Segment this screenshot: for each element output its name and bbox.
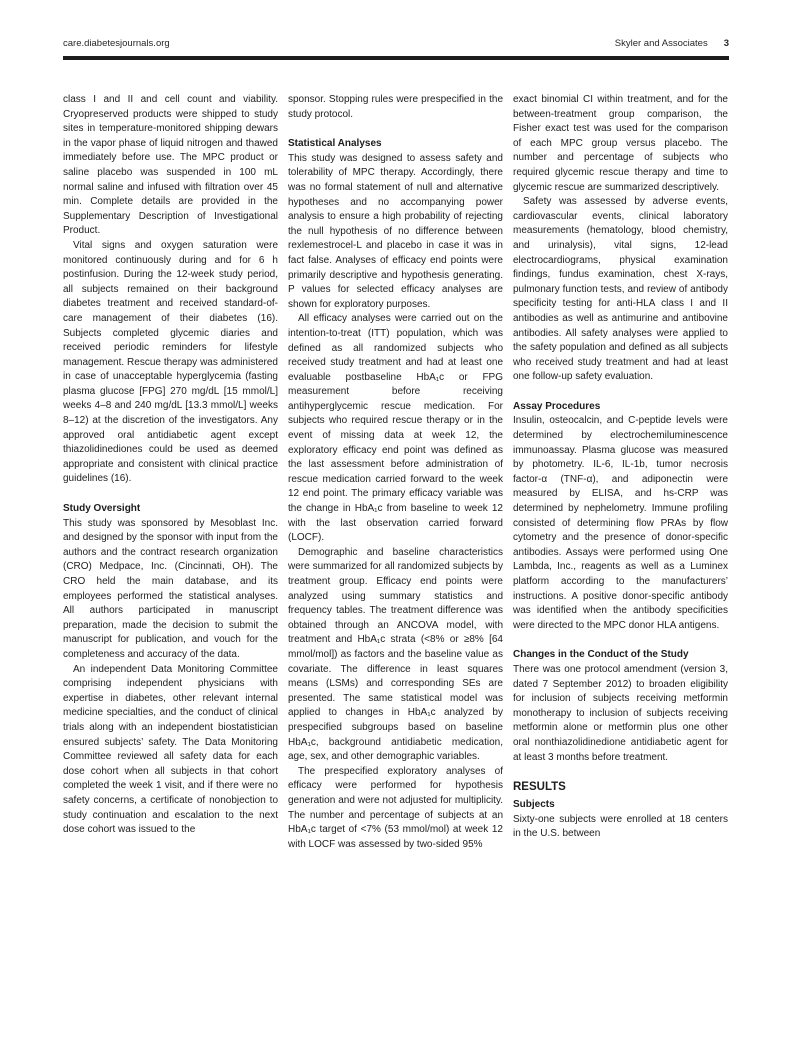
section-heading: Study Oversight [63,503,141,515]
paragraph: There was one protocol amendment (version 3, dated 7 September 2012) to broaden eligibility for inclusion of subjects receiving metformin monotherapy to inclusion of subjects receiving metformin alone or metformin plus one other oral nonthiazolidinedione antidiabetic agent for at least 3 months before treatment. [513,663,728,763]
paragraph: This study was designed to assess safety and tolerability of MPC therapy. Accordingly, there was no formal statement of null and alternative hypotheses and no accompanying power analysis to ensure a high probability of rejecting the null hypothesis of no difference between rexlemestrocel-L and placebo in case it was in fact false. Analyses of efficacy end points were primarily descriptive and hypothesis generating. P values for selected efficacy analyses are shown for exploratory purposes. [288,152,503,310]
paragraph: sponsor. Stopping rules were prespecified in the study protocol. [288,94,503,120]
section-heading: Statistical Analyses [288,138,382,150]
paragraph: This study was sponsored by Mesoblast Inc. and designed by the sponsor with input from the authors and the contract research organization (CRO) Medpace, Inc. (Cincinnati, OH). The CRO held the main database, and its employees performed the statistical analyses. All authors participated in manuscript preparation, made the decision to submit the manuscript for publication, and vouch for the completeness and accuracy of the data. [63,517,278,660]
header-rule [63,56,729,60]
section-heading: Changes in the Conduct of the Study [513,649,689,661]
paragraph: exact binomial CI within treatment, and for the between-treatment group comparison, the Fisher exact test was used for the comparison of each MPC group versus placebo. The number and percentage of subjects who required glycemic rescue therapy and time to glycemic rescue are summarized descriptively. [513,94,728,193]
running-head-group [615,38,729,49]
journal-url: care.diabetesjournals.org [63,38,170,49]
paragraph: Sixty-one subjects were enrolled at 18 centers in the U.S. between [513,813,728,840]
paragraph: All efficacy analyses were carried out on the intention-to-treat (ITT) population, which was defined as all randomized subjects who received study treatment and had at least one evaluable postbaseline HbA₁c or FPG measurement before receiving antihyperglycemic rescue medication. For subjects who required rescue therapy or in the event of missing data at week 12, the exploratory efficacy end point was defined as the last assessment before administration of rescue medication carried forward to the week 12 end point. The primary efficacy variable was the change in HbA₁c from baseline to week 12 with the last observation carried forward (LOCF). [288,313,503,544]
paragraph: Insulin, osteocalcin, and C-peptide levels were determined by electrochemiluminescence immunoassay. Plasma glucose was measured by photometry. IL-6, IL-1b, tumor necrosis factor-α (TNF-α), and adiponectin were measured by ELISA, and hs-CRP was determined by nephelometry. Immune profiling consisted of determining flow PRAs by flow cytometry and the presence of donor-specific antibodies. Assays were performed using One Lambda, Inc., reagents as well as a Luminex platform according to the manufacturers’ instructions. A positive donor-specific antibody was identified when the antibody specificities were directed to the MPC donor HLA antigens. [513,415,728,631]
paragraph: Vital signs and oxygen saturation were monitored continuously during and for 6 h postinfusion. During the 12-week study period, all subjects remained on their background diabetes treatment and received standard-of-care management of their diabetes (16). Subjects completed glycemic diaries and received periodic reminders for lifestyle management. Rescue therapy was administered in case of unacceptable hyperglycemia (fasting plasma glucose [FPG] 270 mg/dL [15 mmol/L] weeks 4–8 and 240 mg/dL [13.3 mmol/L] weeks 8–12) at the discretion of the investigators. Any approved oral antidiabetic agent except thiazolidinediones could be used as deemed appropriate and consistent with clinical practice guidelines (16). [63,239,278,485]
paragraph: An independent Data Monitoring Committee comprising independent physicians with expertise in diabetes, other relevant internal medicine specialties, and the conduct of clinical trials along with an independent biostatistician ensured subjects’ safety. The Data Monitoring Committee reviewed all safety data for each dose cohort when all subjects in that cohort completed the week 1 visit, and if there were no safety concerns, a certificate of nonobjection to study continuation and escalation to the next dose cohort was issued to the [63,663,278,836]
column-1 [63,93,278,1009]
paragraph: Demographic and baseline characteristics were summarized for all randomized subjects by treatment group. Efficacy end points were analyzed using summary statistics and frequency tables. The treatment difference was obtained through an ANCOVA model, with treatment and HbA₁c strata (<8% or ≥8% [64 mmol/mol]) as factors and the baseline value as covariate. The difference in least squares means (LSMs) and corresponding SEs are presented. The same statistical model was applied to changes in HbA₁c analyzed by prespecified subgroups based on baseline HbA₁c, background antidiabetic medication, age, sex, and other demographic variables. [288,546,503,763]
paragraph: Safety was assessed by adverse events, cardiovascular events, clinical laboratory measurements (hematology, blood chemistry, and urinalysis), vital signs, 12-lead electrocardiograms, physical examination findings, fundus examination, chest X-rays, pulmonary function tests, and review of antibody specificity testing for anti-HLA class I and II antibodies as well as antimurine and antibovine antibodies. All safety analyses were applied to the safety population and defined as all subjects who received study treatment and had at least one follow-up safety evaluation. [513,196,728,383]
section-heading: Assay Procedures [513,400,601,412]
results-heading: RESULTS [513,781,566,794]
article-body [63,93,729,1009]
paragraph: The prespecified exploratory analyses of efficacy were performed for hypothesis generation and were not adjusted for multiplicity. The number and percentage of subjects at an HbA₁c target of <7% (53 mmol/mol) at week 12 with LOCF was assessed by two-sided 95% [288,765,503,850]
running-head: Skyler and Associates [614,38,708,49]
page-header [63,38,729,49]
column-3 [513,93,728,1009]
section-heading: Subjects [513,799,555,811]
page-number: 3 [723,38,729,49]
column-2 [288,93,503,1009]
paragraph: class I and II and cell count and viability. Cryopreserved products were shipped to study sites in temperature-monitored shipping dewars in the vapor phase of liquid nitrogen and thawed immediately before use. The MPC product or saline placebo was suspended in 100 mL normal saline and infused with filtration over 45 min. Complete details are provided in the Supplementary Description of Investigational Product. [63,94,278,237]
